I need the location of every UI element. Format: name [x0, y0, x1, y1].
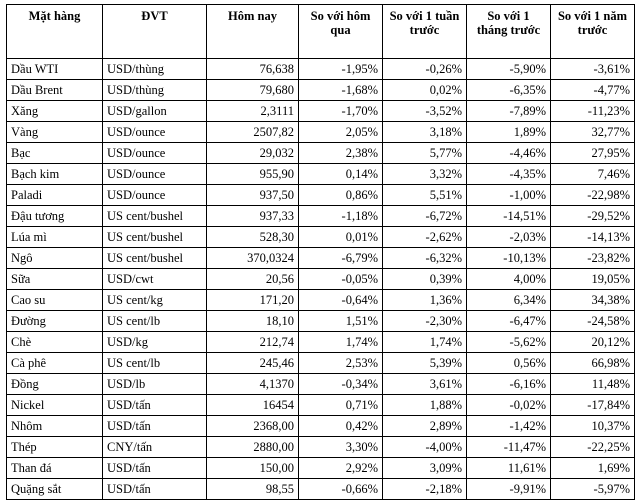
cell-today: 150,00	[207, 458, 299, 479]
cell-vs-year: -24,58%	[551, 311, 635, 332]
cell-vs-month: -4,46%	[467, 143, 551, 164]
cell-vs-year: -22,25%	[551, 437, 635, 458]
cell-commodity: Chè	[7, 332, 103, 353]
table-row	[7, 122, 635, 143]
cell-vs-year: -4,77%	[551, 80, 635, 101]
cell-today: 171,20	[207, 290, 299, 311]
cell-vs-week: 5,51%	[383, 185, 467, 206]
cell-vs-yesterday: 0,14%	[299, 164, 383, 185]
cell-vs-month: -2,03%	[467, 227, 551, 248]
cell-commodity: Đậu tương	[7, 206, 103, 227]
commodity-price-table	[6, 4, 635, 500]
cell-today: 2368,00	[207, 416, 299, 437]
cell-today: 955,90	[207, 164, 299, 185]
cell-vs-week: 1,88%	[383, 395, 467, 416]
table-row	[7, 416, 635, 437]
cell-vs-year: 20,12%	[551, 332, 635, 353]
cell-commodity: Than đá	[7, 458, 103, 479]
cell-vs-yesterday: 0,01%	[299, 227, 383, 248]
cell-commodity: Paladi	[7, 185, 103, 206]
cell-vs-month: -7,89%	[467, 101, 551, 122]
cell-vs-yesterday: 2,92%	[299, 458, 383, 479]
cell-vs-month: -1,00%	[467, 185, 551, 206]
cell-vs-yesterday: 2,05%	[299, 122, 383, 143]
cell-vs-week: -2,30%	[383, 311, 467, 332]
cell-vs-year: -5,97%	[551, 479, 635, 500]
cell-vs-yesterday: -1,70%	[299, 101, 383, 122]
cell-vs-week: 3,61%	[383, 374, 467, 395]
cell-vs-week: 2,89%	[383, 416, 467, 437]
cell-today: 20,56	[207, 269, 299, 290]
cell-vs-year: -22,98%	[551, 185, 635, 206]
cell-vs-week: 0,02%	[383, 80, 467, 101]
cell-vs-month: -1,42%	[467, 416, 551, 437]
table-row	[7, 290, 635, 311]
cell-vs-week: 1,36%	[383, 290, 467, 311]
cell-vs-month: 11,61%	[467, 458, 551, 479]
cell-vs-yesterday: -0,66%	[299, 479, 383, 500]
cell-vs-month: -5,62%	[467, 332, 551, 353]
table-body	[7, 59, 635, 500]
cell-today: 16454	[207, 395, 299, 416]
cell-vs-month: -9,91%	[467, 479, 551, 500]
cell-commodity: Dầu Brent	[7, 80, 103, 101]
cell-unit: USD/ounce	[103, 122, 207, 143]
cell-commodity: Nickel	[7, 395, 103, 416]
cell-vs-year: -3,61%	[551, 59, 635, 80]
cell-today: 245,46	[207, 353, 299, 374]
cell-vs-year: 11,48%	[551, 374, 635, 395]
cell-commodity: Dầu WTI	[7, 59, 103, 80]
cell-vs-week: 3,18%	[383, 122, 467, 143]
cell-vs-week: 5,77%	[383, 143, 467, 164]
cell-unit: US cent/lb	[103, 311, 207, 332]
cell-vs-year: 19,05%	[551, 269, 635, 290]
cell-vs-month: -6,16%	[467, 374, 551, 395]
cell-vs-year: -23,82%	[551, 248, 635, 269]
table-row	[7, 248, 635, 269]
cell-vs-year: 32,77%	[551, 122, 635, 143]
cell-unit: USD/tấn	[103, 479, 207, 500]
cell-vs-year: 27,95%	[551, 143, 635, 164]
cell-vs-yesterday: 2,53%	[299, 353, 383, 374]
cell-vs-year: 34,38%	[551, 290, 635, 311]
cell-today: 2507,82	[207, 122, 299, 143]
cell-commodity: Xăng	[7, 101, 103, 122]
cell-vs-yesterday: -0,64%	[299, 290, 383, 311]
cell-vs-week: 3,09%	[383, 458, 467, 479]
cell-vs-year: -14,13%	[551, 227, 635, 248]
cell-unit: US cent/lb	[103, 353, 207, 374]
cell-vs-yesterday: 1,74%	[299, 332, 383, 353]
column-header-commodity: Mặt hàng	[7, 5, 103, 59]
table-row	[7, 80, 635, 101]
cell-vs-yesterday: 1,51%	[299, 311, 383, 332]
cell-unit: USD/tấn	[103, 416, 207, 437]
cell-vs-month: 1,89%	[467, 122, 551, 143]
cell-unit: US cent/bushel	[103, 248, 207, 269]
cell-vs-week: -6,32%	[383, 248, 467, 269]
cell-commodity: Thép	[7, 437, 103, 458]
cell-unit: USD/tấn	[103, 458, 207, 479]
cell-commodity: Đồng	[7, 374, 103, 395]
cell-vs-month: -11,47%	[467, 437, 551, 458]
cell-vs-month: 6,34%	[467, 290, 551, 311]
cell-today: 937,33	[207, 206, 299, 227]
cell-vs-week: 0,39%	[383, 269, 467, 290]
cell-vs-yesterday: 0,71%	[299, 395, 383, 416]
cell-commodity: Bạch kim	[7, 164, 103, 185]
cell-vs-yesterday: -1,68%	[299, 80, 383, 101]
cell-commodity: Cà phê	[7, 353, 103, 374]
cell-vs-yesterday: -6,79%	[299, 248, 383, 269]
cell-unit: USD/ounce	[103, 185, 207, 206]
cell-today: 98,55	[207, 479, 299, 500]
table-row	[7, 206, 635, 227]
cell-unit: USD/tấn	[103, 395, 207, 416]
cell-vs-year: 66,98%	[551, 353, 635, 374]
cell-vs-month: 0,56%	[467, 353, 551, 374]
cell-commodity: Bạc	[7, 143, 103, 164]
cell-vs-week: -4,00%	[383, 437, 467, 458]
cell-commodity: Quặng sắt	[7, 479, 103, 500]
cell-unit: USD/thùng	[103, 80, 207, 101]
table-row	[7, 374, 635, 395]
cell-vs-yesterday: -1,95%	[299, 59, 383, 80]
table-row	[7, 458, 635, 479]
column-header-vs-year: So với 1 năm trước	[551, 5, 635, 59]
cell-today: 79,680	[207, 80, 299, 101]
cell-vs-week: 1,74%	[383, 332, 467, 353]
cell-vs-week: 5,39%	[383, 353, 467, 374]
cell-vs-month: -0,02%	[467, 395, 551, 416]
cell-vs-week: -6,72%	[383, 206, 467, 227]
cell-today: 937,50	[207, 185, 299, 206]
cell-commodity: Cao su	[7, 290, 103, 311]
cell-unit: USD/cwt	[103, 269, 207, 290]
cell-today: 18,10	[207, 311, 299, 332]
cell-vs-month: -4,35%	[467, 164, 551, 185]
cell-vs-year: -11,23%	[551, 101, 635, 122]
table-row	[7, 227, 635, 248]
cell-vs-week: -2,62%	[383, 227, 467, 248]
cell-vs-year: -17,84%	[551, 395, 635, 416]
table-row	[7, 437, 635, 458]
column-header-today: Hôm nay	[207, 5, 299, 59]
cell-vs-yesterday: 0,42%	[299, 416, 383, 437]
cell-today: 29,032	[207, 143, 299, 164]
table-row	[7, 143, 635, 164]
table-row	[7, 311, 635, 332]
table-row	[7, 269, 635, 290]
table-row	[7, 185, 635, 206]
cell-unit: USD/ounce	[103, 164, 207, 185]
cell-vs-week: -3,52%	[383, 101, 467, 122]
cell-unit: US cent/kg	[103, 290, 207, 311]
cell-unit: US cent/bushel	[103, 227, 207, 248]
table-row	[7, 479, 635, 500]
cell-vs-year: 7,46%	[551, 164, 635, 185]
cell-vs-year: 10,37%	[551, 416, 635, 437]
cell-today: 76,638	[207, 59, 299, 80]
cell-vs-yesterday: 0,86%	[299, 185, 383, 206]
cell-unit: USD/thùng	[103, 59, 207, 80]
cell-vs-month: -6,47%	[467, 311, 551, 332]
cell-vs-week: -0,26%	[383, 59, 467, 80]
cell-unit: USD/kg	[103, 332, 207, 353]
table-header	[7, 5, 635, 59]
cell-vs-yesterday: -1,18%	[299, 206, 383, 227]
cell-vs-year: -29,52%	[551, 206, 635, 227]
cell-vs-yesterday: 2,38%	[299, 143, 383, 164]
cell-vs-yesterday: -0,34%	[299, 374, 383, 395]
cell-commodity: Lúa mì	[7, 227, 103, 248]
cell-today: 370,0324	[207, 248, 299, 269]
cell-commodity: Vàng	[7, 122, 103, 143]
cell-vs-week: 3,32%	[383, 164, 467, 185]
table-header-row	[7, 5, 635, 59]
cell-vs-month: -10,13%	[467, 248, 551, 269]
column-header-vs-yesterday: So với hôm qua	[299, 5, 383, 59]
cell-today: 212,74	[207, 332, 299, 353]
cell-today: 4,1370	[207, 374, 299, 395]
column-header-vs-week: So với 1 tuần trước	[383, 5, 467, 59]
cell-unit: USD/ounce	[103, 143, 207, 164]
cell-commodity: Nhôm	[7, 416, 103, 437]
cell-vs-month: -5,90%	[467, 59, 551, 80]
cell-vs-month: -6,35%	[467, 80, 551, 101]
column-header-unit: ĐVT	[103, 5, 207, 59]
cell-commodity: Đường	[7, 311, 103, 332]
cell-today: 528,30	[207, 227, 299, 248]
table-row	[7, 332, 635, 353]
cell-unit: CNY/tấn	[103, 437, 207, 458]
table-row	[7, 59, 635, 80]
cell-unit: US cent/bushel	[103, 206, 207, 227]
cell-unit: USD/lb	[103, 374, 207, 395]
cell-vs-year: 1,69%	[551, 458, 635, 479]
table-row	[7, 395, 635, 416]
cell-today: 2,3111	[207, 101, 299, 122]
table-row	[7, 353, 635, 374]
cell-unit: USD/gallon	[103, 101, 207, 122]
cell-vs-week: -2,18%	[383, 479, 467, 500]
table-row	[7, 164, 635, 185]
column-header-vs-month: So với 1 tháng trước	[467, 5, 551, 59]
cell-today: 2880,00	[207, 437, 299, 458]
cell-commodity: Sữa	[7, 269, 103, 290]
cell-commodity: Ngô	[7, 248, 103, 269]
cell-vs-month: 4,00%	[467, 269, 551, 290]
cell-vs-yesterday: -0,05%	[299, 269, 383, 290]
table-row	[7, 101, 635, 122]
cell-vs-yesterday: 3,30%	[299, 437, 383, 458]
cell-vs-month: -14,51%	[467, 206, 551, 227]
